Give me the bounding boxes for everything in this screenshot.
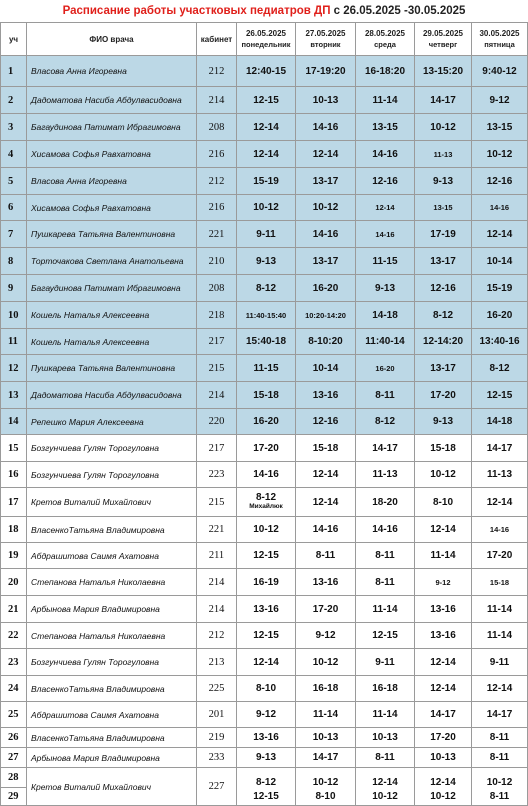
time-cell: 10-12 xyxy=(237,517,296,543)
time-cell: 16-19 xyxy=(237,569,296,596)
time-cell: 9-13 xyxy=(356,275,415,302)
time-cell: 14-16 xyxy=(356,221,415,248)
row-number: 4 xyxy=(1,141,27,168)
time-cell: 14-16 xyxy=(356,517,415,543)
room-number: 216 xyxy=(197,141,237,168)
time-cell: 11-14 xyxy=(356,702,415,728)
time-cell: 14-16 xyxy=(296,221,356,248)
table-row xyxy=(1,87,528,114)
doctor-name: Степанова Наталья Николаевна xyxy=(27,569,197,596)
time-cell: 14-16 xyxy=(356,141,415,168)
time-cell: 10-12 xyxy=(356,788,415,806)
doctor-name: Пушкарева Татьяна Валентиновна xyxy=(27,355,197,382)
time-cell: 10:20-14:20 xyxy=(296,302,356,329)
room-number: 210 xyxy=(197,248,237,275)
time-cell: 17-20 xyxy=(415,382,472,409)
time-cell: 12-15 xyxy=(237,543,296,569)
doctor-name: Бозгунчиева Гулян Торогуловна xyxy=(27,462,197,488)
time-cell: 13:40-16 xyxy=(472,329,528,355)
time-cell: 12-16 xyxy=(296,409,356,435)
doctor-name: Кошель Наталья Алексеевна xyxy=(27,302,197,329)
table-row xyxy=(1,221,528,248)
row-number: 12 xyxy=(1,355,27,382)
doctor-name: Арбынова Мария Владимировна xyxy=(27,748,197,768)
time-cell: 12-14 xyxy=(296,141,356,168)
table-row xyxy=(1,543,528,569)
time-cell: 12-14 xyxy=(415,768,472,788)
row-number: 29 xyxy=(1,788,27,806)
time-cell: 11-13 xyxy=(356,462,415,488)
row-number: 17 xyxy=(1,488,27,517)
time-cell: 15-18 xyxy=(296,435,356,462)
header-uch: уч xyxy=(1,23,27,56)
time-cell: 8-11 xyxy=(356,748,415,768)
header-fio: ФИО врача xyxy=(27,23,197,56)
time-cell: 12-14 xyxy=(415,649,472,676)
doctor-name: Кретов Виталий Михайлович xyxy=(27,768,197,806)
room-number: 212 xyxy=(197,168,237,195)
row-number: 15 xyxy=(1,435,27,462)
time-cell: 11-13 xyxy=(415,141,472,168)
table-row xyxy=(1,195,528,221)
time-cell: 9-12 xyxy=(296,623,356,649)
room-number: 215 xyxy=(197,355,237,382)
time-cell: 10-12 xyxy=(415,462,472,488)
time-cell: 12-14 xyxy=(237,649,296,676)
table-row xyxy=(1,676,528,702)
room-number: 221 xyxy=(197,221,237,248)
time-cell: 16-20 xyxy=(356,355,415,382)
time-cell: 15-18 xyxy=(472,569,528,596)
schedule-table xyxy=(0,22,528,806)
time-cell: 14-16 xyxy=(472,517,528,543)
room-number: 214 xyxy=(197,569,237,596)
header-date: 29.05.2025 xyxy=(422,29,464,38)
time-cell: 13-17 xyxy=(415,355,472,382)
row-number: 24 xyxy=(1,676,27,702)
time-cell: 12-15 xyxy=(356,623,415,649)
time-cell: 17-20 xyxy=(296,596,356,623)
header-weekday: вторник xyxy=(310,40,341,49)
time-cell: 10-12 xyxy=(472,768,528,788)
row-number: 10 xyxy=(1,302,27,329)
time-cell: 16-20 xyxy=(237,409,296,435)
table-row xyxy=(1,702,528,728)
time-cell: 8-12 xyxy=(472,355,528,382)
time-cell: 12-15 xyxy=(237,623,296,649)
time-cell: 10-12 xyxy=(415,788,472,806)
table-row xyxy=(1,623,528,649)
row-number: 11 xyxy=(1,329,27,355)
table-row xyxy=(1,488,528,517)
table-row xyxy=(1,768,528,788)
header-date: 27.05.2025 xyxy=(305,29,346,38)
time-cell: 14-17 xyxy=(472,702,528,728)
time-cell: 16-18 xyxy=(296,676,356,702)
row-number: 8 xyxy=(1,248,27,275)
room-number: 212 xyxy=(197,56,237,87)
row-number: 1 xyxy=(1,56,27,87)
room-number: 216 xyxy=(197,195,237,221)
header-day-4 xyxy=(415,23,472,56)
table-row xyxy=(1,56,528,87)
time-cell: 12-14 xyxy=(237,114,296,141)
row-number: 7 xyxy=(1,221,27,248)
row-number: 18 xyxy=(1,517,27,543)
time-cell: 11-14 xyxy=(472,623,528,649)
doctor-name: Степанова Наталья Николаевна xyxy=(27,623,197,649)
time-cell: 8-12 xyxy=(237,275,296,302)
header-row xyxy=(1,23,528,56)
table-row xyxy=(1,462,528,488)
row-number: 26 xyxy=(1,728,27,748)
time-cell: 10-13 xyxy=(356,728,415,748)
time-cell: 11-14 xyxy=(356,596,415,623)
doctor-name: ВласенкоТатьяна Владимировна xyxy=(27,517,197,543)
time-cell: 8-12 xyxy=(237,768,296,788)
time-cell: 16-20 xyxy=(296,275,356,302)
row-number: 2 xyxy=(1,87,27,114)
time-cell: 10-12 xyxy=(296,195,356,221)
time-cell: 15-18 xyxy=(237,382,296,409)
room-number: 221 xyxy=(197,517,237,543)
doctor-name: Дадоматова Насиба Абдулвасидовна xyxy=(27,382,197,409)
header-day-3 xyxy=(356,23,415,56)
time-value: 8-12 xyxy=(255,492,276,503)
time-cell: 10-13 xyxy=(415,748,472,768)
row-number: 23 xyxy=(1,649,27,676)
doctor-name: Бозгунчиева Гулян Торогуловна xyxy=(27,435,197,462)
doctor-name: Пушкарева Татьяна Валентиновна xyxy=(27,221,197,248)
header-date: 28.05.2025 xyxy=(364,29,406,38)
time-cell: 12-14 xyxy=(356,768,415,788)
room-number: 218 xyxy=(197,302,237,329)
time-cell: 10-12 xyxy=(472,141,528,168)
time-cell: 12-16 xyxy=(472,168,528,195)
time-cell: 14-16 xyxy=(472,195,528,221)
time-cell: 12-14 xyxy=(415,517,472,543)
time-cell: 9-11 xyxy=(472,649,528,676)
row-number: 21 xyxy=(1,596,27,623)
page-title xyxy=(0,0,528,22)
time-cell: 17-20 xyxy=(472,543,528,569)
table-row xyxy=(1,728,528,748)
time-cell: 14-18 xyxy=(472,409,528,435)
time-cell: 12-15 xyxy=(237,788,296,806)
room-number: 220 xyxy=(197,409,237,435)
time-cell: 10-12 xyxy=(237,195,296,221)
time-cell: 12-16 xyxy=(415,275,472,302)
time-cell: 14-17 xyxy=(415,702,472,728)
time-cell: 10-12 xyxy=(296,768,356,788)
room-number: 213 xyxy=(197,649,237,676)
time-cell: 13-16 xyxy=(296,382,356,409)
doctor-name: Хисамова Софья Равхатовна xyxy=(27,141,197,168)
header-room: кабинет xyxy=(197,23,237,56)
time-cell xyxy=(237,488,296,517)
time-cell: 8-11 xyxy=(472,788,528,806)
time-cell: 10-14 xyxy=(472,248,528,275)
time-cell: 12-15 xyxy=(237,87,296,114)
time-cell: 10-12 xyxy=(415,114,472,141)
table-row xyxy=(1,114,528,141)
row-number: 28 xyxy=(1,768,27,788)
room-number: 219 xyxy=(197,728,237,748)
row-number: 14 xyxy=(1,409,27,435)
room-number: 217 xyxy=(197,329,237,355)
time-cell: 8-10 xyxy=(296,788,356,806)
time-cell: 9-11 xyxy=(356,649,415,676)
room-number: 201 xyxy=(197,702,237,728)
time-cell: 9-12 xyxy=(415,569,472,596)
table-row xyxy=(1,649,528,676)
time-cell: 16-18:20 xyxy=(356,56,415,87)
row-number: 22 xyxy=(1,623,27,649)
table-row xyxy=(1,409,528,435)
time-cell: 12:40-15 xyxy=(237,56,296,87)
time-cell: 12-14 xyxy=(472,221,528,248)
row-number: 20 xyxy=(1,569,27,596)
row-number: 16 xyxy=(1,462,27,488)
table-row xyxy=(1,248,528,275)
table-row xyxy=(1,517,528,543)
schedule-body xyxy=(1,56,528,806)
time-cell: 12-14 xyxy=(296,462,356,488)
time-cell: 12-14 xyxy=(356,195,415,221)
doctor-name: Абдрашитова Саимя Ахатовна xyxy=(27,543,197,569)
row-number: 6 xyxy=(1,195,27,221)
title-red: Расписание работы участковых педиатров ДП xyxy=(62,5,331,17)
doctor-name: Дадоматова Насиба Абдулвасидовна xyxy=(27,87,197,114)
substitute-name: Михайлюк xyxy=(249,503,283,510)
table-row xyxy=(1,435,528,462)
time-cell: 13-16 xyxy=(237,596,296,623)
time-cell: 12-14 xyxy=(237,141,296,168)
row-number: 19 xyxy=(1,543,27,569)
time-cell: 11-14 xyxy=(415,543,472,569)
room-number: 227 xyxy=(197,768,237,806)
doctor-name: Репешко Мария Алексеевна xyxy=(27,409,197,435)
doctor-name: Торточакова Светлана Анатольевна xyxy=(27,248,197,275)
time-cell: 8-11 xyxy=(472,748,528,768)
table-row xyxy=(1,141,528,168)
time-cell: 8-10 xyxy=(237,676,296,702)
time-cell: 9:40-12 xyxy=(472,56,528,87)
time-cell: 11-15 xyxy=(356,248,415,275)
row-number: 9 xyxy=(1,275,27,302)
time-cell: 12-16 xyxy=(356,168,415,195)
time-cell: 9-12 xyxy=(472,87,528,114)
table-row xyxy=(1,329,528,355)
time-cell: 12-14 xyxy=(415,676,472,702)
time-cell: 13-17 xyxy=(296,248,356,275)
time-cell: 8-10 xyxy=(415,488,472,517)
room-number: 217 xyxy=(197,435,237,462)
time-cell: 13-15 xyxy=(472,114,528,141)
room-number: 233 xyxy=(197,748,237,768)
time-cell: 14-16 xyxy=(296,114,356,141)
table-row xyxy=(1,748,528,768)
doctor-name: Багаудинова Патимат Ибрагимовна xyxy=(27,275,197,302)
doctor-name: Арбынова Мария Владимировна xyxy=(27,596,197,623)
time-cell: 12-14 xyxy=(472,488,528,517)
doctor-name: Абдрашитова Саимя Ахатовна xyxy=(27,702,197,728)
table-row xyxy=(1,596,528,623)
row-number: 27 xyxy=(1,748,27,768)
time-cell: 9-11 xyxy=(237,221,296,248)
time-cell: 13-15 xyxy=(415,195,472,221)
header-day-1 xyxy=(237,23,296,56)
time-cell: 12-14 xyxy=(472,676,528,702)
header-weekday: понедельник xyxy=(241,40,291,49)
time-cell: 14-16 xyxy=(237,462,296,488)
time-cell: 13-16 xyxy=(296,569,356,596)
time-cell: 8-11 xyxy=(296,543,356,569)
time-cell: 18-20 xyxy=(356,488,415,517)
time-cell: 14-18 xyxy=(356,302,415,329)
time-cell: 9-13 xyxy=(237,248,296,275)
header-date: 30.05.2025 xyxy=(479,29,520,38)
time-cell: 8-12 xyxy=(356,409,415,435)
time-cell: 15:40-18 xyxy=(237,329,296,355)
time-cell: 15-19 xyxy=(237,168,296,195)
time-cell: 9-13 xyxy=(237,748,296,768)
header-day-2 xyxy=(296,23,356,56)
room-number: 208 xyxy=(197,275,237,302)
header-weekday: среда xyxy=(374,40,396,49)
time-cell: 8-10:20 xyxy=(296,329,356,355)
room-number: 208 xyxy=(197,114,237,141)
time-cell: 11-15 xyxy=(237,355,296,382)
doctor-name: Багаудинова Патимат Ибрагимовна xyxy=(27,114,197,141)
time-cell: 10-14 xyxy=(296,355,356,382)
header-weekday: пятница xyxy=(484,40,515,49)
room-number: 223 xyxy=(197,462,237,488)
title-range: с 26.05.2025 -30.05.2025 xyxy=(330,5,466,17)
time-cell: 13-17 xyxy=(296,168,356,195)
time-cell: 9-12 xyxy=(237,702,296,728)
row-number: 25 xyxy=(1,702,27,728)
time-cell: 9-13 xyxy=(415,168,472,195)
row-number: 13 xyxy=(1,382,27,409)
time-cell: 8-12 xyxy=(415,302,472,329)
time-cell: 15-19 xyxy=(472,275,528,302)
doctor-name: Бозгунчиева Гулян Торогуловна xyxy=(27,649,197,676)
header-weekday: четверг xyxy=(428,40,458,49)
row-number: 5 xyxy=(1,168,27,195)
room-number: 214 xyxy=(197,596,237,623)
table-row xyxy=(1,569,528,596)
time-cell: 8-11 xyxy=(356,543,415,569)
room-number: 212 xyxy=(197,623,237,649)
doctor-name: Кошель Наталья Алексеевна xyxy=(27,329,197,355)
header-date: 26.05.2025 xyxy=(245,29,287,38)
table-row xyxy=(1,382,528,409)
time-cell: 17-20 xyxy=(237,435,296,462)
room-number: 225 xyxy=(197,676,237,702)
time-cell: 11-14 xyxy=(472,596,528,623)
room-number: 215 xyxy=(197,488,237,517)
time-cell: 17-19:20 xyxy=(296,56,356,87)
time-cell: 14-17 xyxy=(472,435,528,462)
table-row xyxy=(1,302,528,329)
room-number: 214 xyxy=(197,382,237,409)
time-cell: 13-17 xyxy=(415,248,472,275)
time-cell: 12-14:20 xyxy=(415,329,472,355)
time-cell: 17-20 xyxy=(415,728,472,748)
time-cell: 12-15 xyxy=(472,382,528,409)
time-cell: 14-17 xyxy=(356,435,415,462)
time-cell: 14-16 xyxy=(296,517,356,543)
time-cell: 13-15:20 xyxy=(415,56,472,87)
time-cell: 11-13 xyxy=(472,462,528,488)
time-cell: 16-20 xyxy=(472,302,528,329)
table-row xyxy=(1,355,528,382)
time-cell: 11-14 xyxy=(296,702,356,728)
time-cell: 13-16 xyxy=(415,596,472,623)
time-cell: 16-18 xyxy=(356,676,415,702)
time-cell: 14-17 xyxy=(296,748,356,768)
time-cell: 13-15 xyxy=(356,114,415,141)
time-cell: 15-18 xyxy=(415,435,472,462)
doctor-name: ВласенкоТатьяна Владимировна xyxy=(27,676,197,702)
header-day-5 xyxy=(472,23,528,56)
doctor-name: Власова Анна Игоревна xyxy=(27,168,197,195)
time-cell: 13-16 xyxy=(415,623,472,649)
time-cell: 8-11 xyxy=(472,728,528,748)
time-cell: 8-11 xyxy=(356,569,415,596)
doctor-name: Хисамова Софья Равхатовна xyxy=(27,195,197,221)
table-row xyxy=(1,168,528,195)
time-cell: 12-14 xyxy=(296,488,356,517)
doctor-name: ВласенкоТатьяна Владимировна xyxy=(27,728,197,748)
row-number: 3 xyxy=(1,114,27,141)
time-cell: 8-11 xyxy=(356,382,415,409)
time-cell: 11-14 xyxy=(356,87,415,114)
time-cell: 11:40-15:40 xyxy=(237,302,296,329)
doctor-name: Кретов Виталий Михайлович xyxy=(27,488,197,517)
time-cell: 11:40-14 xyxy=(356,329,415,355)
table-row xyxy=(1,275,528,302)
time-cell: 10-13 xyxy=(296,87,356,114)
time-cell: 17-19 xyxy=(415,221,472,248)
doctor-name: Власова Анна Игоревна xyxy=(27,56,197,87)
time-cell: 9-13 xyxy=(415,409,472,435)
room-number: 211 xyxy=(197,543,237,569)
room-number: 214 xyxy=(197,87,237,114)
time-cell: 13-16 xyxy=(237,728,296,748)
time-cell: 10-13 xyxy=(296,728,356,748)
time-cell: 10-12 xyxy=(296,649,356,676)
time-cell: 14-17 xyxy=(415,87,472,114)
